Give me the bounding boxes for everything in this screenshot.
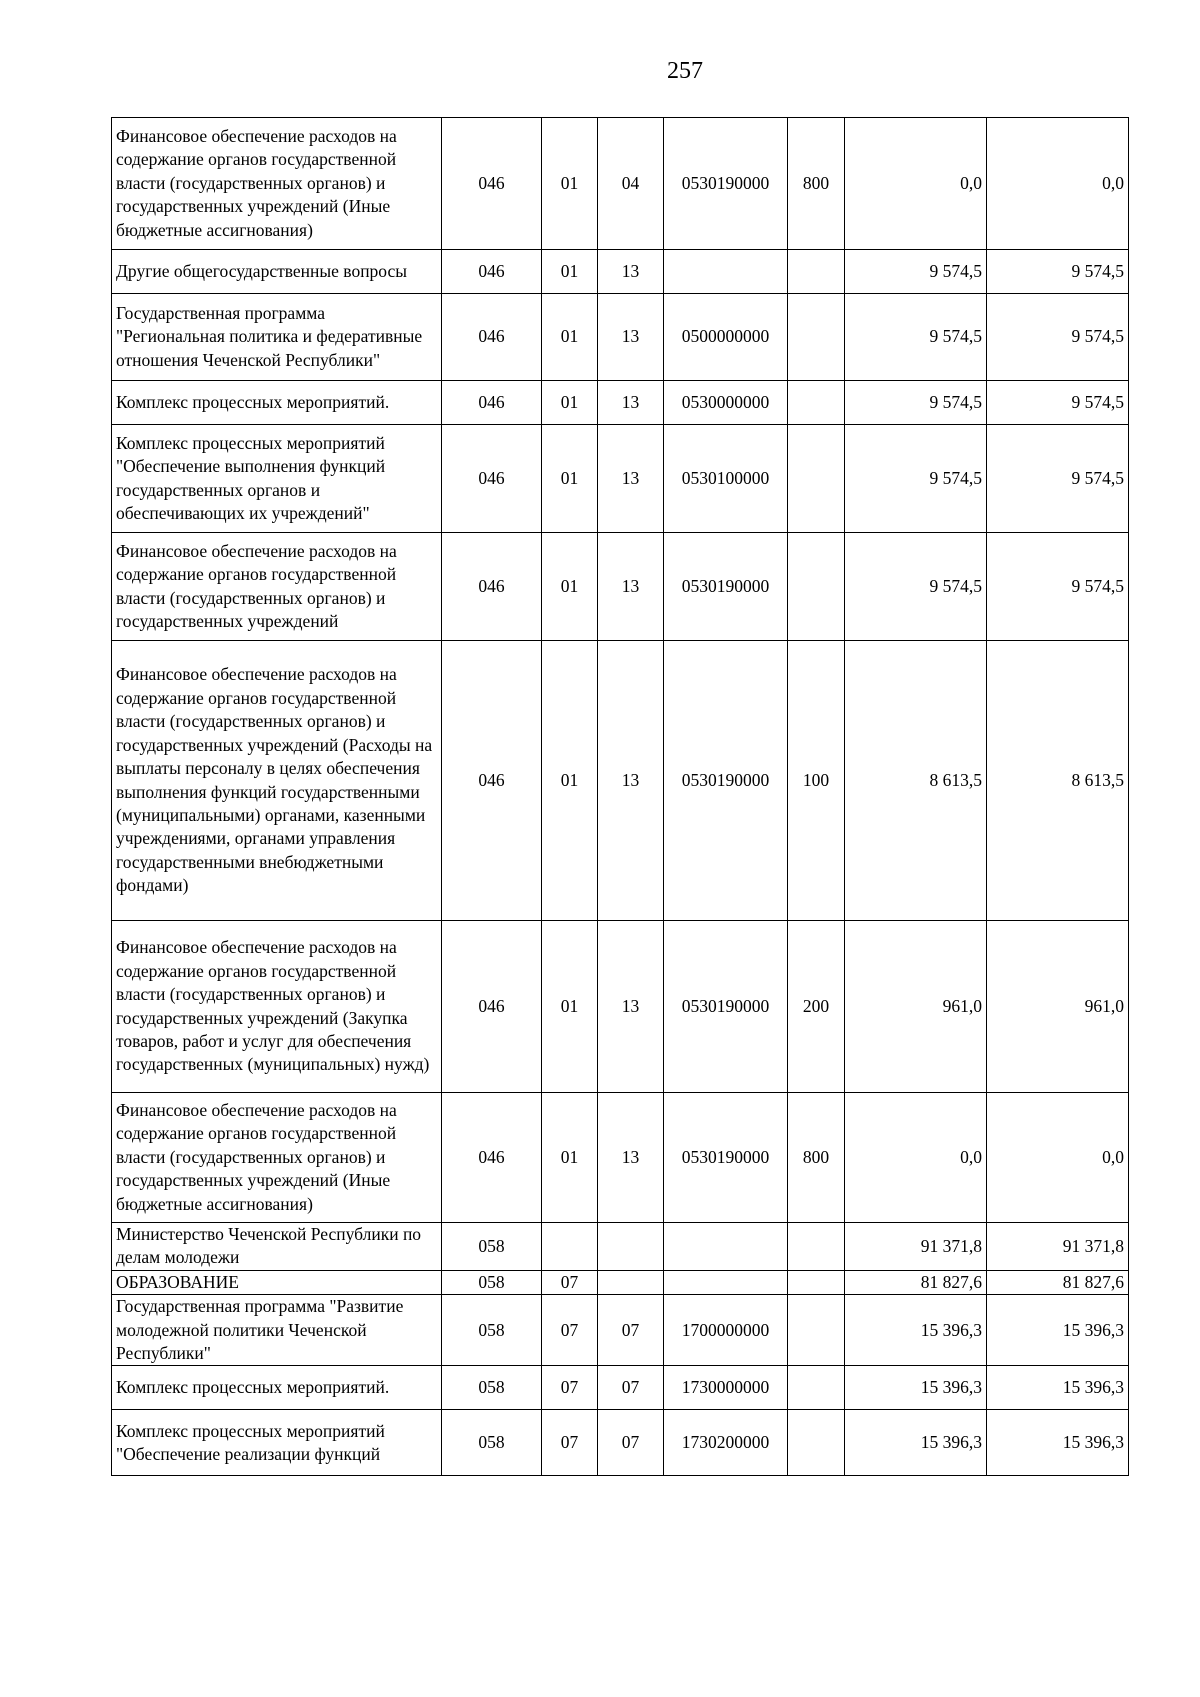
- section-code-cell: 07: [542, 1295, 598, 1366]
- expense-type-cell: [788, 1270, 845, 1294]
- section-code-cell: 07: [542, 1366, 598, 1410]
- subsection-code-cell: [598, 1270, 664, 1294]
- target-article-cell: 0530190000: [664, 641, 788, 921]
- target-article-cell: 0500000000: [664, 294, 788, 381]
- budget-table: [111, 117, 1129, 1476]
- expense-name-cell: Финансовое обеспечение расходов на содержание органов государственной власти (государственных органов) и государственных учреждений (Иные бюджетные ассигнования): [112, 1093, 442, 1223]
- table-body: [112, 118, 1129, 1476]
- amount-second-cell: 0,0: [987, 118, 1129, 250]
- amount-first-cell: 91 371,8: [845, 1223, 987, 1271]
- amount-second-cell: 15 396,3: [987, 1366, 1129, 1410]
- table-row: [112, 641, 1129, 921]
- table-row: [112, 533, 1129, 641]
- expense-name-cell: Министерство Чеченской Республики по делам молодежи: [112, 1223, 442, 1271]
- amount-first-cell: 9 574,5: [845, 250, 987, 294]
- subsection-code-cell: 13: [598, 641, 664, 921]
- amount-first-cell: 81 827,6: [845, 1270, 987, 1294]
- amount-first-cell: 961,0: [845, 921, 987, 1093]
- ministry-code-cell: 058: [442, 1410, 542, 1476]
- section-code-cell: 07: [542, 1410, 598, 1476]
- amount-first-cell: 8 613,5: [845, 641, 987, 921]
- amount-second-cell: 9 574,5: [987, 294, 1129, 381]
- amount-first-cell: 15 396,3: [845, 1295, 987, 1366]
- expense-type-cell: [788, 250, 845, 294]
- expense-type-cell: [788, 1410, 845, 1476]
- target-article-cell: 0530190000: [664, 533, 788, 641]
- expense-name-cell: Комплекс процессных мероприятий "Обеспечение реализации функций: [112, 1410, 442, 1476]
- expense-name-cell: Комплекс процессных мероприятий "Обеспечение выполнения функций государственных органов и обеспечивающих их учреждений": [112, 425, 442, 533]
- ministry-code-cell: 046: [442, 533, 542, 641]
- expense-type-cell: [788, 381, 845, 425]
- subsection-code-cell: 07: [598, 1410, 664, 1476]
- section-code-cell: 01: [542, 641, 598, 921]
- subsection-code-cell: 13: [598, 533, 664, 641]
- table-row: [112, 294, 1129, 381]
- page-number: 257: [667, 58, 703, 84]
- section-code-cell: 01: [542, 294, 598, 381]
- section-code-cell: 01: [542, 921, 598, 1093]
- table-row: [112, 1223, 1129, 1271]
- amount-first-cell: 15 396,3: [845, 1366, 987, 1410]
- section-code-cell: 01: [542, 250, 598, 294]
- subsection-code-cell: 13: [598, 294, 664, 381]
- amount-first-cell: 0,0: [845, 118, 987, 250]
- section-code-cell: 01: [542, 533, 598, 641]
- expense-name-cell: Комплекс процессных мероприятий.: [112, 1366, 442, 1410]
- expense-name-cell: Финансовое обеспечение расходов на содержание органов государственной власти (государственных органов) и государственных учреждений: [112, 533, 442, 641]
- subsection-code-cell: 13: [598, 921, 664, 1093]
- subsection-code-cell: 07: [598, 1295, 664, 1366]
- expense-type-cell: 800: [788, 118, 845, 250]
- amount-first-cell: 15 396,3: [845, 1410, 987, 1476]
- ministry-code-cell: 046: [442, 118, 542, 250]
- target-article-cell: 0530000000: [664, 381, 788, 425]
- target-article-cell: [664, 1223, 788, 1271]
- ministry-code-cell: 046: [442, 381, 542, 425]
- target-article-cell: 0530100000: [664, 425, 788, 533]
- amount-second-cell: 0,0: [987, 1093, 1129, 1223]
- target-article-cell: 1730000000: [664, 1366, 788, 1410]
- amount-second-cell: 9 574,5: [987, 250, 1129, 294]
- expense-type-cell: [788, 1295, 845, 1366]
- amount-second-cell: 15 396,3: [987, 1410, 1129, 1476]
- subsection-code-cell: 13: [598, 381, 664, 425]
- amount-first-cell: 9 574,5: [845, 425, 987, 533]
- expense-type-cell: [788, 425, 845, 533]
- ministry-code-cell: 046: [442, 250, 542, 294]
- target-article-cell: 1700000000: [664, 1295, 788, 1366]
- table-row: [112, 1366, 1129, 1410]
- section-code-cell: 01: [542, 1093, 598, 1223]
- amount-first-cell: 9 574,5: [845, 533, 987, 641]
- ministry-code-cell: 058: [442, 1366, 542, 1410]
- amount-second-cell: 9 574,5: [987, 381, 1129, 425]
- expense-type-cell: 800: [788, 1093, 845, 1223]
- expense-type-cell: [788, 1366, 845, 1410]
- section-code-cell: 01: [542, 425, 598, 533]
- table-row: [112, 1093, 1129, 1223]
- expense-type-cell: [788, 1223, 845, 1271]
- amount-second-cell: 8 613,5: [987, 641, 1129, 921]
- ministry-code-cell: 058: [442, 1270, 542, 1294]
- table-row: [112, 921, 1129, 1093]
- expense-type-cell: 200: [788, 921, 845, 1093]
- ministry-code-cell: 058: [442, 1295, 542, 1366]
- target-article-cell: 0530190000: [664, 1093, 788, 1223]
- expense-name-cell: Финансовое обеспечение расходов на содержание органов государственной власти (государственных органов) и государственных учреждений (Расходы на выплаты персоналу в целях обеспечения выполнения функций государственными (муниципальными) органами, казенными учреждениями, органами управления государственными внебюджетными фондами): [112, 641, 442, 921]
- table-row: [112, 1270, 1129, 1294]
- table-row: [112, 381, 1129, 425]
- expense-name-cell: Государственная программа "Региональная политика и федеративные отношения Чеченской Республики": [112, 294, 442, 381]
- section-code-cell: 01: [542, 381, 598, 425]
- table-row: [112, 1410, 1129, 1476]
- table-row: [112, 425, 1129, 533]
- table-row: [112, 118, 1129, 250]
- table-row: [112, 1295, 1129, 1366]
- amount-second-cell: 15 396,3: [987, 1295, 1129, 1366]
- subsection-code-cell: 04: [598, 118, 664, 250]
- ministry-code-cell: 046: [442, 1093, 542, 1223]
- target-article-cell: [664, 1270, 788, 1294]
- amount-second-cell: 9 574,5: [987, 425, 1129, 533]
- ministry-code-cell: 046: [442, 641, 542, 921]
- expense-type-cell: 100: [788, 641, 845, 921]
- subsection-code-cell: 13: [598, 425, 664, 533]
- subsection-code-cell: 07: [598, 1366, 664, 1410]
- ministry-code-cell: 046: [442, 921, 542, 1093]
- amount-second-cell: 9 574,5: [987, 533, 1129, 641]
- amount-second-cell: 91 371,8: [987, 1223, 1129, 1271]
- subsection-code-cell: 13: [598, 1093, 664, 1223]
- amount-first-cell: 0,0: [845, 1093, 987, 1223]
- target-article-cell: 0530190000: [664, 118, 788, 250]
- expense-name-cell: ОБРАЗОВАНИЕ: [112, 1270, 442, 1294]
- amount-second-cell: 961,0: [987, 921, 1129, 1093]
- expense-name-cell: Финансовое обеспечение расходов на содержание органов государственной власти (государственных органов) и государственных учреждений (Иные бюджетные ассигнования): [112, 118, 442, 250]
- expense-name-cell: Другие общегосударственные вопросы: [112, 250, 442, 294]
- target-article-cell: 1730200000: [664, 1410, 788, 1476]
- expense-name-cell: Государственная программа "Развитие молодежной политики Чеченской Республики": [112, 1295, 442, 1366]
- ministry-code-cell: 046: [442, 425, 542, 533]
- ministry-code-cell: 058: [442, 1223, 542, 1271]
- ministry-code-cell: 046: [442, 294, 542, 381]
- expense-type-cell: [788, 294, 845, 381]
- target-article-cell: 0530190000: [664, 921, 788, 1093]
- table-row: [112, 250, 1129, 294]
- target-article-cell: [664, 250, 788, 294]
- amount-first-cell: 9 574,5: [845, 381, 987, 425]
- expense-type-cell: [788, 533, 845, 641]
- section-code-cell: 01: [542, 118, 598, 250]
- subsection-code-cell: [598, 1223, 664, 1271]
- amount-second-cell: 81 827,6: [987, 1270, 1129, 1294]
- amount-first-cell: 9 574,5: [845, 294, 987, 381]
- subsection-code-cell: 13: [598, 250, 664, 294]
- section-code-cell: [542, 1223, 598, 1271]
- expense-name-cell: Финансовое обеспечение расходов на содержание органов государственной власти (государственных органов) и государственных учреждений (Закупка товаров, работ и услуг для обеспечения государственных (муниципальных) нужд): [112, 921, 442, 1093]
- section-code-cell: 07: [542, 1270, 598, 1294]
- expense-name-cell: Комплекс процессных мероприятий.: [112, 381, 442, 425]
